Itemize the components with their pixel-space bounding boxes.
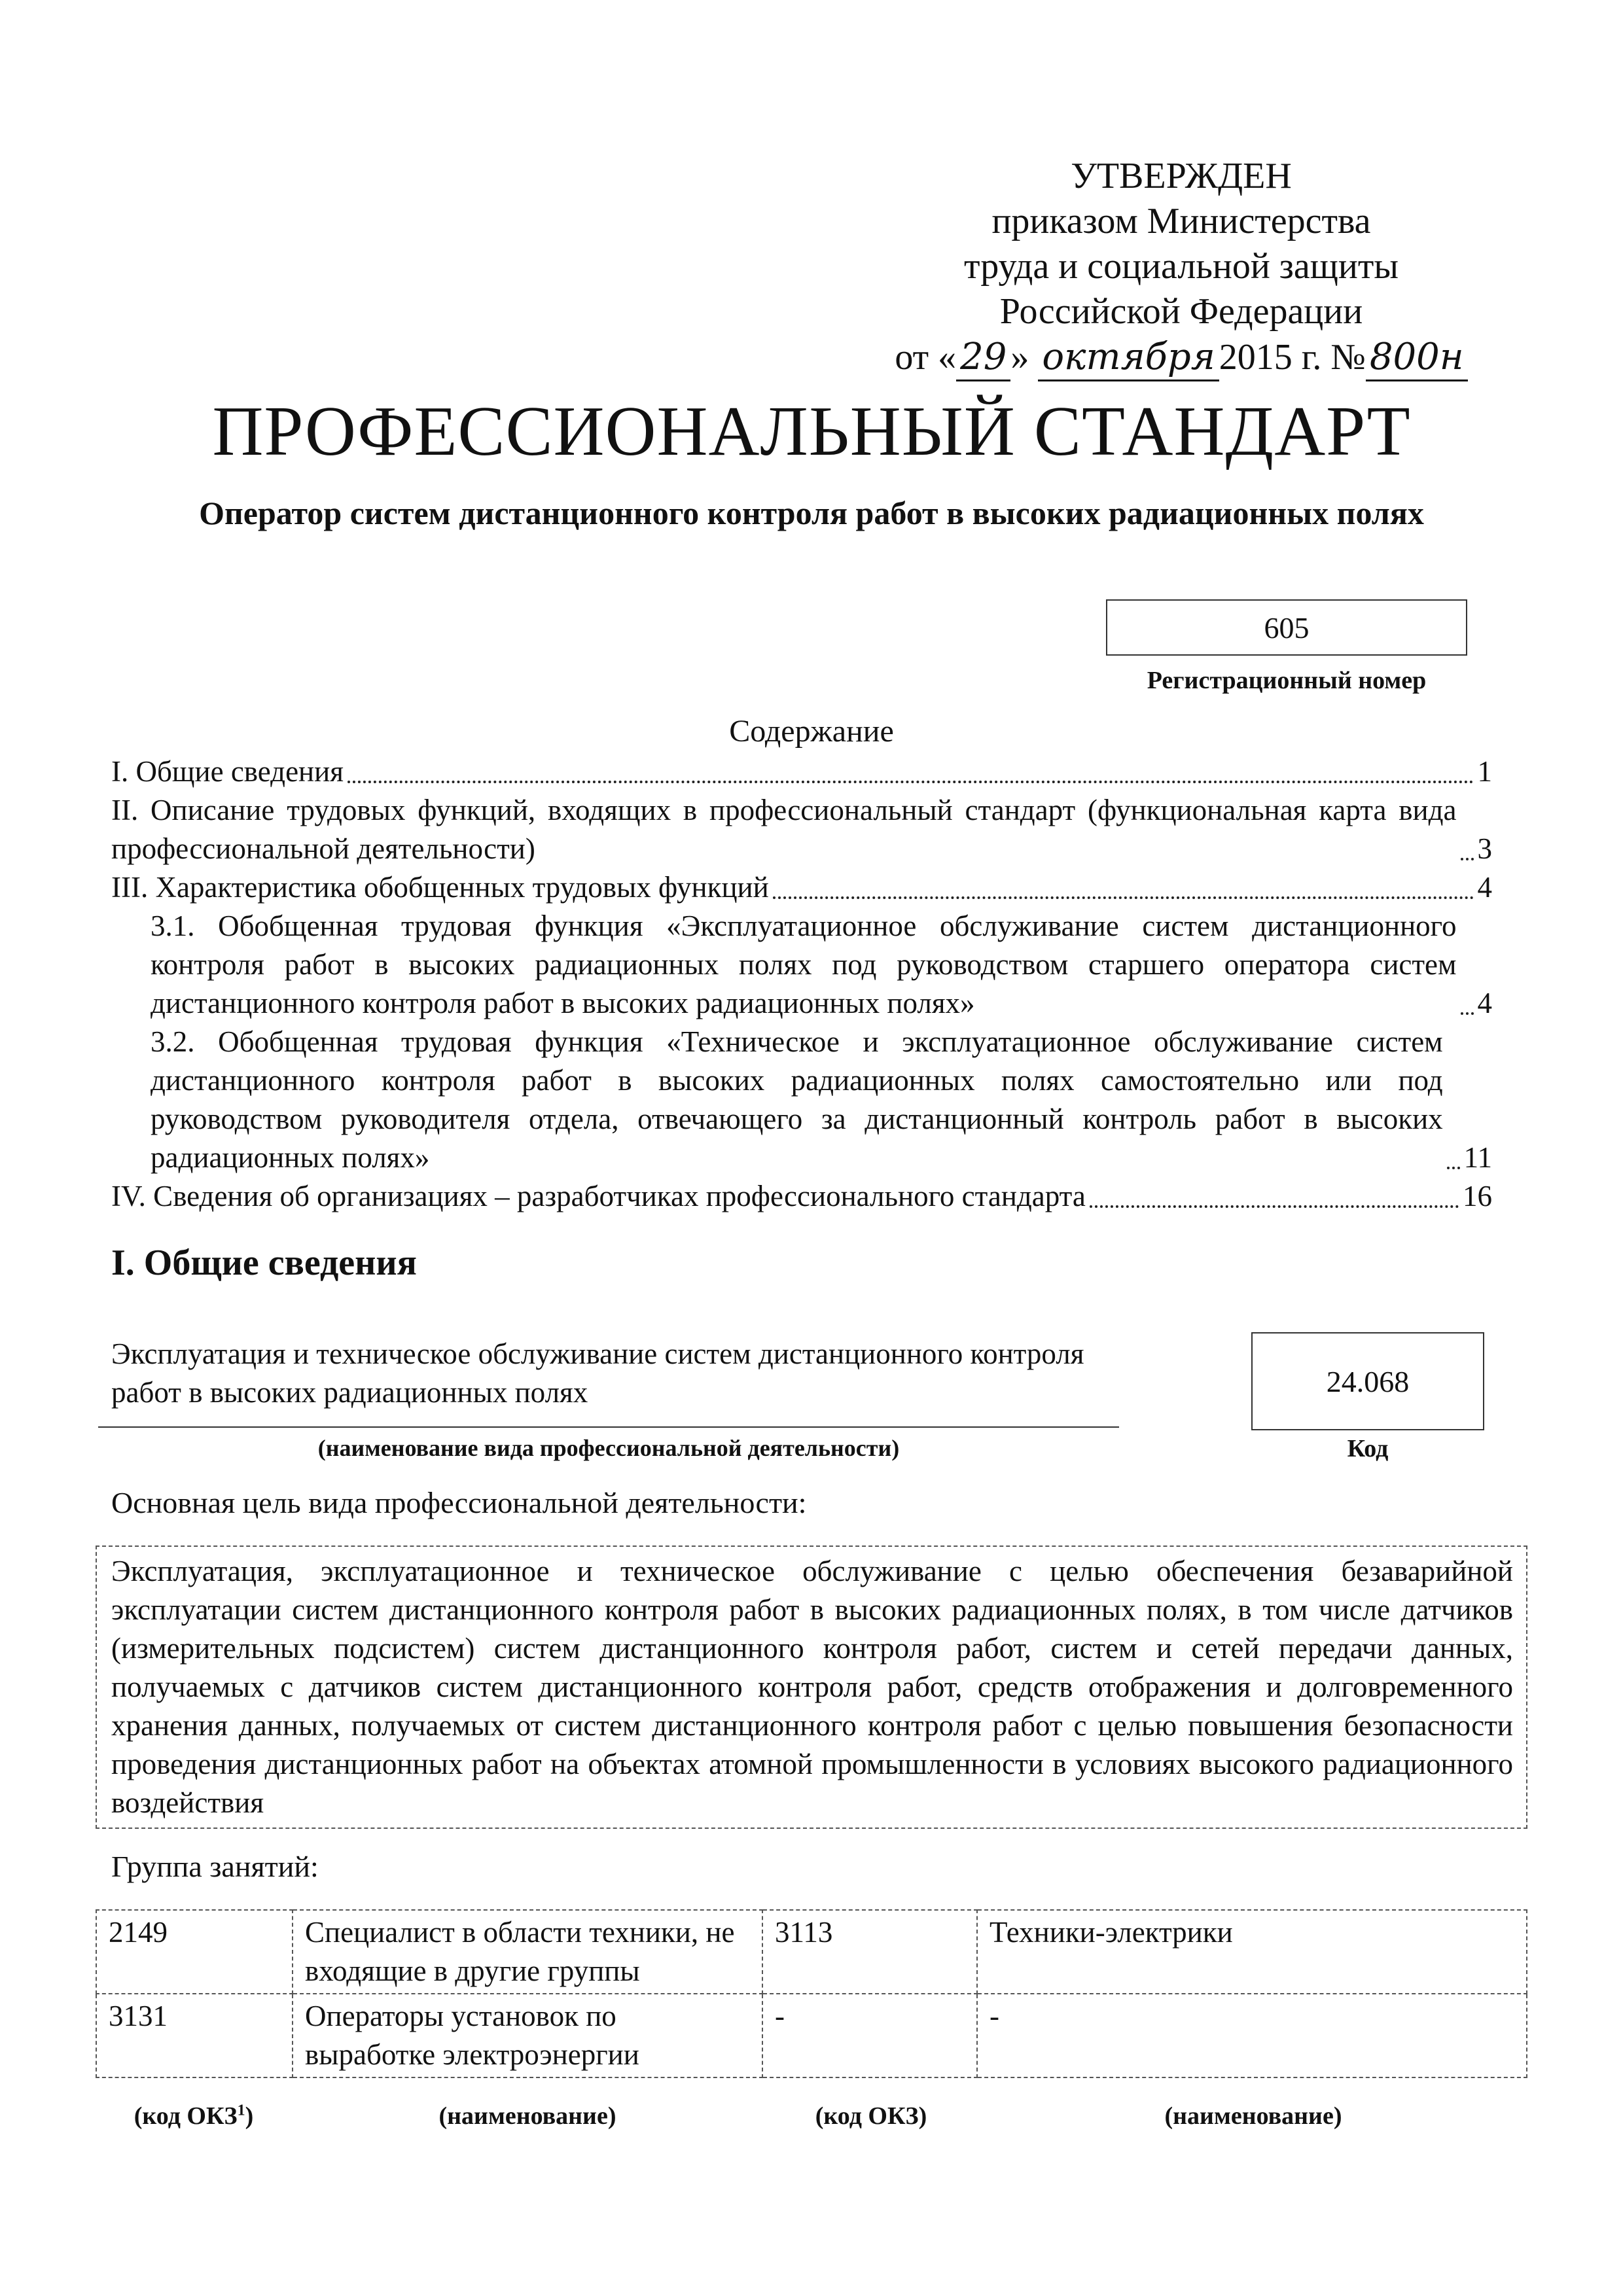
registration-number-box: 605 bbox=[1106, 599, 1467, 656]
caption-okz-code-2: (код ОКЗ) bbox=[815, 2102, 927, 2130]
okz-name-cell: Операторы установок по выработке электроэнергии bbox=[293, 1994, 762, 2077]
toc-page: 4 bbox=[1477, 871, 1492, 904]
document-title: ПРОФЕССИОНАЛЬНЫЙ СТАНДАРТ bbox=[212, 393, 1411, 470]
table-of-contents bbox=[111, 752, 1492, 1216]
handwritten-month: октября bbox=[1038, 334, 1219, 381]
okz-code-cell: 3113 bbox=[762, 1910, 977, 1994]
toc-leader bbox=[773, 896, 1474, 899]
toc-entry[interactable] bbox=[111, 791, 1492, 868]
approval-line-order: приказом Министерства bbox=[991, 201, 1371, 241]
toc-entry-text: III. Характеристика обобщенных трудовых функций bbox=[111, 871, 769, 904]
goal-label: Основная цель вида профессиональной деятельности: bbox=[111, 1486, 807, 1519]
date-year: 2015 г. № bbox=[1219, 337, 1366, 378]
caption-name-2: (наименование) bbox=[1164, 2102, 1342, 2130]
approval-heading: УТВЕРЖДЕН bbox=[1071, 156, 1292, 196]
approval-block bbox=[870, 154, 1492, 381]
caption-name-1: (наименование) bbox=[438, 2102, 616, 2130]
toc-leader bbox=[1461, 858, 1474, 860]
standard-subtitle: Оператор систем дистанционного контроля работ в высоких радиационных полях bbox=[199, 495, 1424, 531]
section-title: I. Общие сведения bbox=[111, 1243, 417, 1283]
occupation-group-label: Группа занятий: bbox=[111, 1850, 319, 1883]
toc-entry[interactable] bbox=[111, 868, 1492, 907]
okz-code-cell: 3131 bbox=[96, 1994, 293, 2077]
activity-code-box: 24.068 bbox=[1251, 1332, 1484, 1430]
contents-title: Содержание bbox=[729, 714, 894, 749]
toc-entry-text: I. Общие сведения bbox=[111, 755, 344, 788]
caption-text: (код ОКЗ bbox=[134, 2102, 238, 2130]
toc-page: 11 bbox=[1463, 1141, 1492, 1174]
okz-name-cell: Техники-электрики bbox=[977, 1910, 1527, 1994]
okz-code-cell: - bbox=[762, 1994, 977, 2077]
code-caption: Код bbox=[1347, 1435, 1389, 1462]
approval-date-line bbox=[870, 334, 1492, 381]
date-sep: » bbox=[1010, 337, 1029, 378]
okz-name-cell: - bbox=[977, 1994, 1527, 2077]
toc-entry-text: II. Описание трудовых функций, входящих в профессиональный стандарт (функциональная карта вида профессиональной деятельности) bbox=[111, 794, 1457, 865]
toc-leader bbox=[1447, 1167, 1460, 1169]
toc-entry[interactable] bbox=[111, 907, 1492, 1023]
toc-entry-text: 3.2. Обобщенная трудовая функция «Техническое и эксплуатационное обслуживание систем дистанционного контроля работ в высоких радиационных полях самостоятельно или под руководством руководителя отдела, отвечающего за дистанционный контроль работ в высоких радиационных полях» bbox=[151, 1025, 1443, 1174]
activity-name: Эксплуатация и техническое обслуживание систем дистанционного контроля работ в высоких радиационных полях bbox=[111, 1337, 1084, 1409]
approval-line-ministry: труда и социальной защиты bbox=[964, 246, 1399, 287]
handwritten-order-number: 800н bbox=[1366, 334, 1468, 381]
caption-okz-code-1 bbox=[96, 2102, 292, 2130]
toc-page: 1 bbox=[1477, 755, 1492, 788]
handwritten-day: 29 bbox=[956, 334, 1010, 381]
okz-code-cell: 2149 bbox=[96, 1910, 293, 1994]
toc-entry[interactable] bbox=[111, 752, 1492, 791]
toc-entry[interactable] bbox=[111, 1023, 1492, 1177]
toc-page: 16 bbox=[1463, 1180, 1492, 1212]
toc-leader bbox=[1090, 1205, 1459, 1208]
date-prefix: от « bbox=[895, 337, 957, 378]
activity-underline bbox=[98, 1426, 1119, 1428]
table-row bbox=[96, 1994, 1527, 2077]
toc-page: 4 bbox=[1477, 987, 1492, 1019]
occupation-table bbox=[96, 1909, 1527, 2078]
goal-text-box: Эксплуатация, эксплуатационное и техническое обслуживание с целью обеспечения безаварийной эксплуатации систем дистанционного контроля работ в высоких радиационных полях, в том числе датчиков (измерительных подсистем) систем дистанционного контроля работ, систем и сетей передачи данных, получаемых с датчиков систем дистанционного контроля работ, средств отображения и долговременного хранения данных, получаемых от систем дистанционного контроля работ с целью повышения безопасности проведения дистанционных работ на объектах атомной промышленности в условиях высокого радиационного воздействия bbox=[96, 1545, 1527, 1829]
activity-caption: (наименование вида профессиональной деятельности) bbox=[317, 1435, 900, 1461]
toc-page: 3 bbox=[1477, 832, 1492, 865]
toc-entry-text: 3.1. Обобщенная трудовая функция «Эксплуатационное обслуживание систем дистанционного контроля работ в высоких радиационных полях под руководством старшего оператора систем дистанционного контроля работ в высоких радиационных полях» bbox=[151, 910, 1457, 1019]
toc-leader bbox=[348, 781, 1474, 783]
caption-text-end: ) bbox=[245, 2102, 254, 2130]
footnote-mark[interactable]: 1 bbox=[237, 2102, 245, 2119]
table-row bbox=[96, 1910, 1527, 1994]
toc-entry-text: IV. Сведения об организациях – разработчиках профессионального стандарта bbox=[111, 1180, 1086, 1212]
okz-name-cell: Специалист в области техники, не входящие в другие группы bbox=[293, 1910, 762, 1994]
toc-entry[interactable] bbox=[111, 1177, 1492, 1216]
registration-label: Регистрационный номер bbox=[1147, 667, 1427, 694]
approval-line-country: Российской Федерации bbox=[999, 291, 1363, 332]
toc-leader bbox=[1461, 1012, 1474, 1015]
